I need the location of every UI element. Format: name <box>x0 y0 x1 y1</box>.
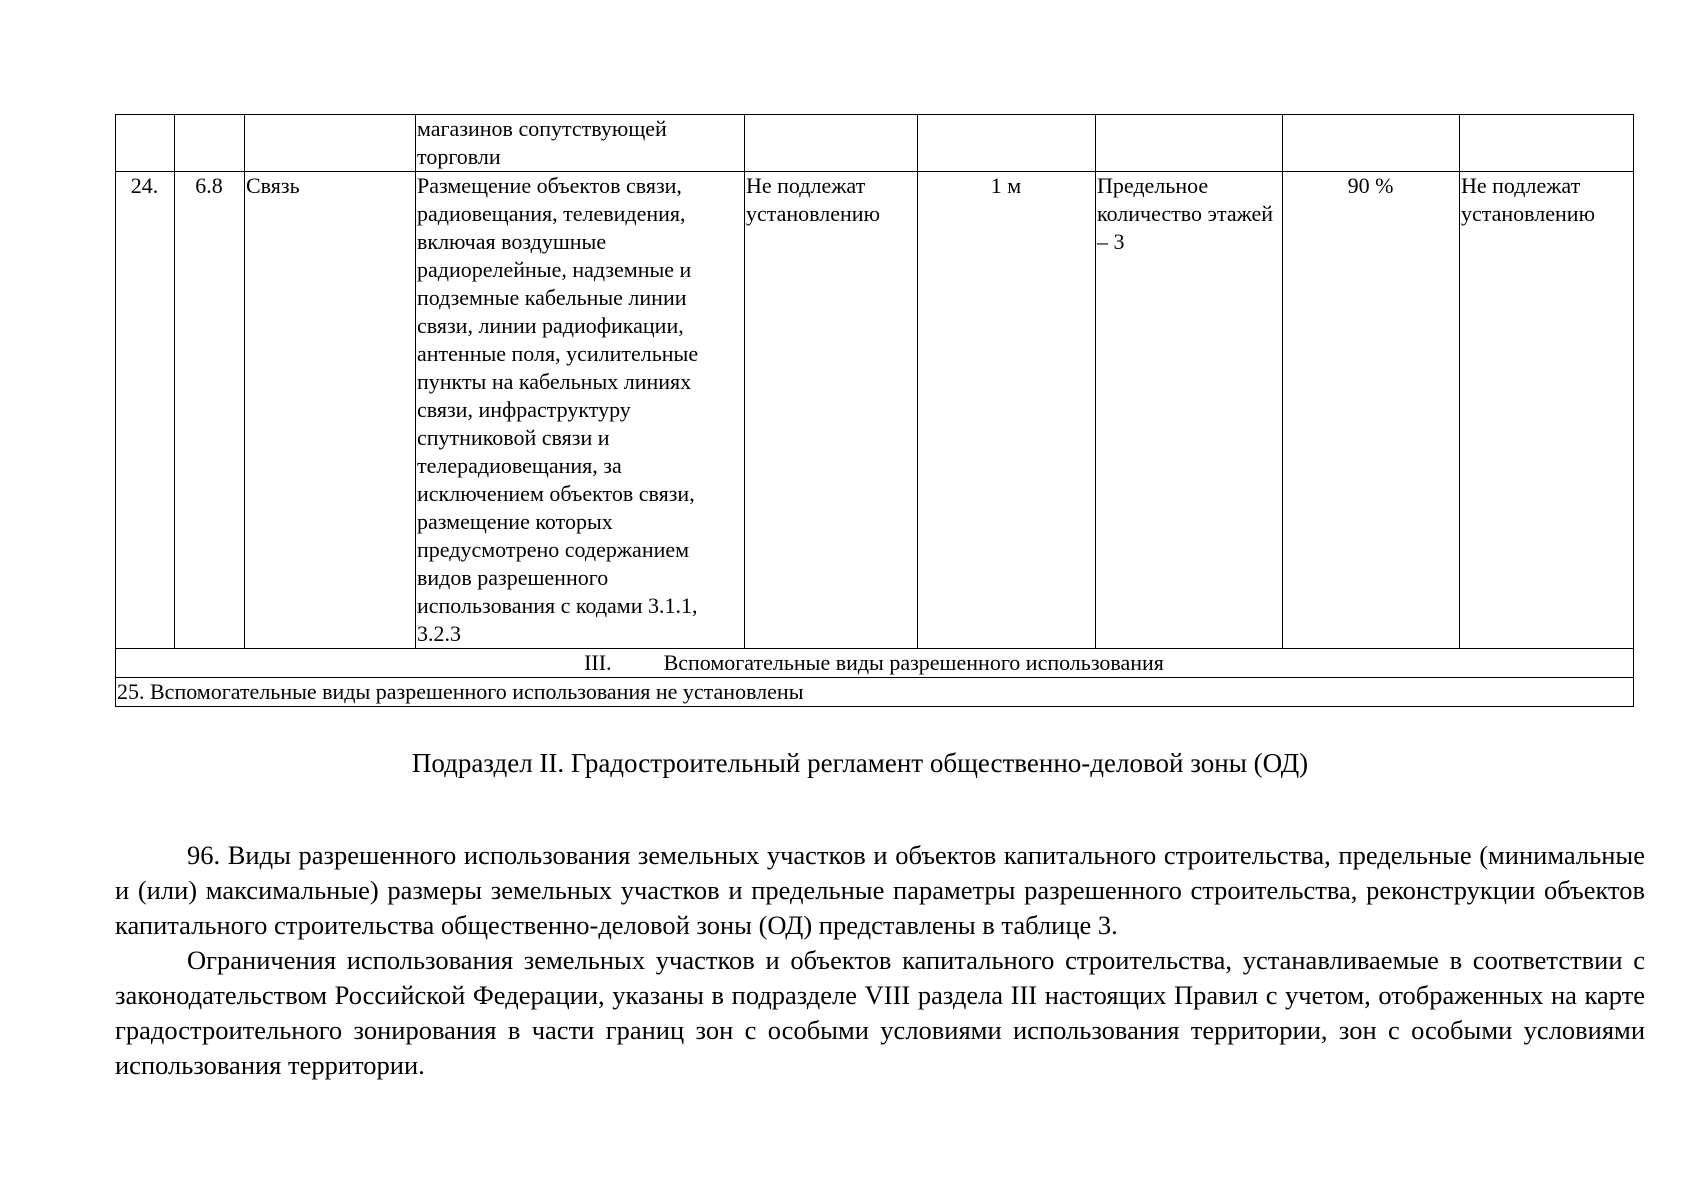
cell-size-limits: Не подлежат установлению <box>745 172 918 649</box>
table-row-25 <box>116 678 1634 707</box>
section-roman-numeral: III. <box>584 650 612 675</box>
cell-row-25: 25. Вспомогательные виды разрешенного использования не установлены <box>116 678 1634 707</box>
subsection-title-text: Подраздел II. Градостроительный регламент общественно-деловой зоны (ОД) <box>411 748 1309 778</box>
cell-size-empty <box>745 115 918 172</box>
cell-use-code: 6.8 <box>175 172 245 649</box>
body-text <box>115 838 1645 1083</box>
cell-setback: 1 м <box>918 172 1096 649</box>
cell-other-empty <box>1460 115 1634 172</box>
table-row-continuation <box>116 115 1634 172</box>
cell-name-empty <box>245 115 416 172</box>
cell-row-number: 24. <box>116 172 175 649</box>
cell-coverage: 90 % <box>1283 172 1460 649</box>
cell-floors-empty <box>1096 115 1283 172</box>
paragraph-96: 96. Виды разрешенного использования земельных участков и объектов капитального строительства, предельные (минимальные и (или) максимальные) размеры земельных участков и предельные параметры разрешенного строительства, реконструкции объектов капитального строительства общественно-деловой зоны (ОД) представлены в таблице 3. <box>115 840 1645 940</box>
paragraph-restrictions: Ограничения использования земельных участков и объектов капитального строительства, устанавливаемые в соответствии с законодательством Российской Федерации, указаны в подразделе VIII раздела III настоящих Правил с учетом, отображенных на карте градостроительного зонирования в части границ зон с особыми условиями использования территории, зон с особыми условиями использования территории. <box>115 945 1645 1080</box>
cell-use-name: Связь <box>245 172 416 649</box>
cell-num-empty <box>116 115 175 172</box>
cell-code-empty <box>175 115 245 172</box>
table-row-24 <box>116 172 1634 649</box>
section-title: Вспомогательные виды разрешенного использования <box>663 650 1164 675</box>
cell-setback-empty <box>918 115 1096 172</box>
cell-coverage-empty <box>1283 115 1460 172</box>
section-heading-row <box>116 649 1634 678</box>
cell-description: магазинов сопутствующей торговли <box>416 115 745 172</box>
regulation-table <box>115 114 1634 707</box>
cell-use-description: Размещение объектов связи, радиовещания, телевидения, включая воздушные радиорелейные, надземные и подземные кабельные линии связи, линии радиофикации, антенные поля, усилительные пункты на кабельных линиях связи, инфраструктуру спутниковой связи и телерадиовещания, за исключением объектов связи, размещение которых предусмотрено содержанием видов разрешенного использования с кодами 3.1.1, 3.2.3 <box>416 172 745 649</box>
section-heading <box>116 649 1634 678</box>
cell-floors: Предельное количество этажей – 3 <box>1096 172 1283 649</box>
subsection-title <box>0 746 1697 780</box>
cell-other-params: Не подлежат установлению <box>1460 172 1634 649</box>
